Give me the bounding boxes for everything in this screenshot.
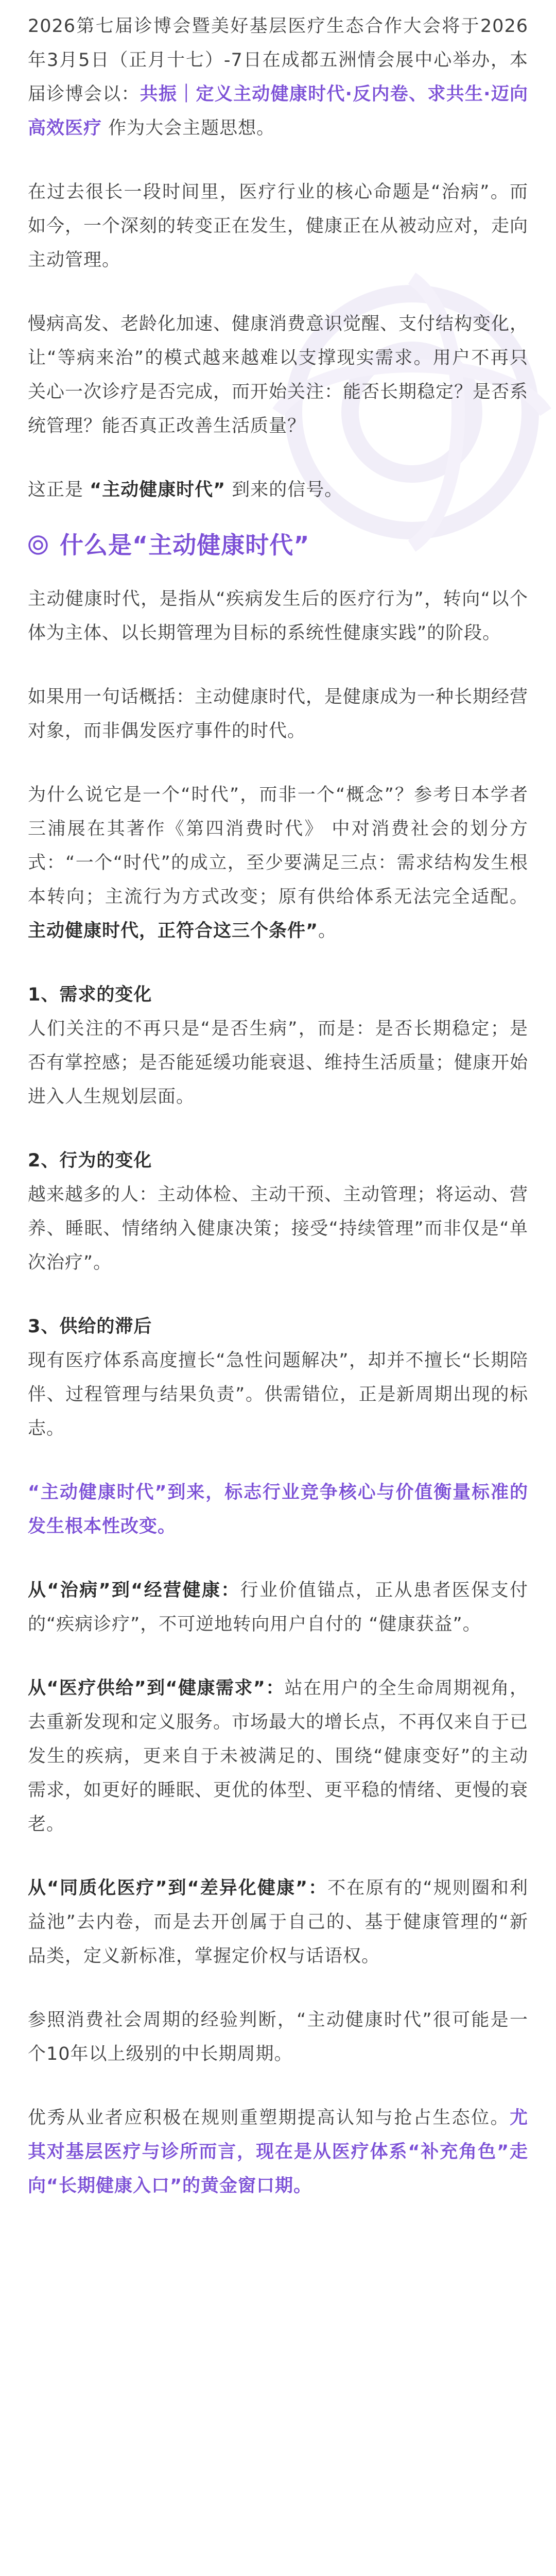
paragraph-closing bbox=[28, 2101, 528, 2203]
paragraph-behavior: 越来越多的人：主动体检、主动干预、主动管理；将运动、营养、睡眠、情绪纳入健康决策；接受“持续管理”而非仅是“单次治疗”。 bbox=[28, 1184, 529, 1273]
section-title: 什么是“主动健康时代” bbox=[60, 531, 310, 559]
paragraph-supply: 现有医疗体系高度擅长“急性问题解决”，却并不擅长“长期陪伴、过程管理与结果负责”。供需错位，正是新周期出现的标志。 bbox=[28, 1350, 528, 1439]
intro-paragraph bbox=[28, 9, 528, 145]
era-reason-suffix: 。 bbox=[318, 921, 337, 941]
from-supply-text: 站在用户的全生命周期视角，去重新发现和定义服务。市场最大的增长点，不再仅来自于已发生的疾病，更来自于未被满足的、围绕“健康变好”的主动需求，如更好的睡眠、更优的体型、更平稳的情绪、更慢的衰老。 bbox=[28, 1678, 529, 1835]
conference-theme: 共振｜定义主动健康时代·反内卷、求共生·迈向高效医疗 bbox=[28, 84, 528, 139]
from-homogeneous-lead: 从“同质化医疗”到“差异化健康”： bbox=[28, 1878, 328, 1899]
signal-keyword: “主动健康时代” bbox=[90, 480, 226, 500]
double-circle-icon bbox=[28, 535, 48, 555]
paragraph-pressures: 慢病高发、老龄化加速、健康消费意识觉醒、支付结构变化，让“等病来治”的模式越来越难以支撑现实需求。用户不再只关心一次诊疗是否完成，而开始关注：能否长期稳定？是否系统管理？能否真正改善生活质量？ bbox=[28, 314, 529, 436]
from-treatment-text: 行业价值锚点，正从患者医保支付的“疾病诊疗”，不可逆地转向用户自付的 “健康获益”。 bbox=[28, 1580, 528, 1635]
from-homogeneous-text: 不在原有的“规则圈和利益池”去内卷，而是去开创属于自己的、基于健康管理的“新品类，定义新标准，掌握定价权与话语权。 bbox=[28, 1878, 529, 1967]
paragraph-from-treatment bbox=[28, 1573, 528, 1641]
paragraph-demand: 人们关注的不再只是“是否生病”，而是：是否长期稳定；是否有掌控感；是否能延缓功能衰退、维持生活质量；健康开始进入人生规划层面。 bbox=[28, 1019, 529, 1107]
paragraph-era-reason bbox=[28, 778, 528, 948]
closing-highlight: 尤其对基层医疗与诊所而言，现在是从医疗体系“补充角色”走向“长期健康入口”的黄金窗口期。 bbox=[28, 2108, 528, 2196]
paragraph-from-homogeneous bbox=[28, 1871, 528, 1973]
from-supply-lead: 从“医疗供给”到“健康需求”： bbox=[28, 1678, 285, 1699]
section-heading bbox=[28, 519, 528, 571]
paragraph-definition: 主动健康时代，是指从“疾病发生后的医疗行为”，转向“以个体为主体、以长期管理为目标的系统性健康实践”的阶段。 bbox=[28, 589, 528, 643]
signal-suffix: 到来的信号。 bbox=[225, 480, 343, 500]
from-treatment-lead: 从“治病”到“经营健康： bbox=[28, 1580, 240, 1601]
paragraph-shift: 在过去很长一段时间里，医疗行业的核心命题是“治病”。而如今，一个深刻的转变正在发生，健康正在从被动应对，走向主动管理。 bbox=[28, 182, 529, 270]
paragraph-from-supply bbox=[28, 1671, 528, 1841]
highlight-paragraph: “主动健康时代”到来，标志行业竞争核心与价值衡量标准的发生根本性改变。 bbox=[28, 1482, 528, 1537]
subheading-demand: 1、需求的变化 bbox=[28, 985, 152, 1005]
subheading-behavior: 2、行为的变化 bbox=[28, 1150, 152, 1171]
era-reason-text: 为什么说它是一个“时代”，而非一个“概念”？参考日本学者三浦展在其著作《第四消费时代》 中对消费社会的划分方式：“一个“时代”的成立，至少要满足三点：需求结构发生根本转向；主流行为方式改变；原有供给体系无法完全适配。 bbox=[28, 785, 528, 907]
intro-suffix: 作为大会主题思想。 bbox=[102, 118, 275, 139]
paragraph-summary: 如果用一句话概括：主动健康时代，是健康成为一种长期经营对象，而非偶发医疗事件的时代。 bbox=[28, 687, 529, 741]
era-reason-conclusion: 主动健康时代，正符合这三个条件” bbox=[28, 921, 319, 941]
signal-prefix: 这正是 bbox=[28, 480, 90, 500]
intro-text: 2026第七届诊博会暨美好基层医疗生态合作大会将于2026年3月5日（正月十七）-7日在成都五洲情会展中心举办，本届诊博会以： bbox=[28, 16, 528, 105]
paragraph-signal bbox=[28, 473, 528, 507]
paragraph-cycle: 参照消费社会周期的经验判断，“主动健康时代”很可能是一个10年以上级别的中长期周期。 bbox=[28, 2010, 528, 2064]
subheading-supply: 3、供给的滞后 bbox=[28, 1316, 152, 1337]
closing-text: 优秀从业者应积极在规则重塑期提高认知与抢占生态位。 bbox=[28, 2108, 510, 2128]
